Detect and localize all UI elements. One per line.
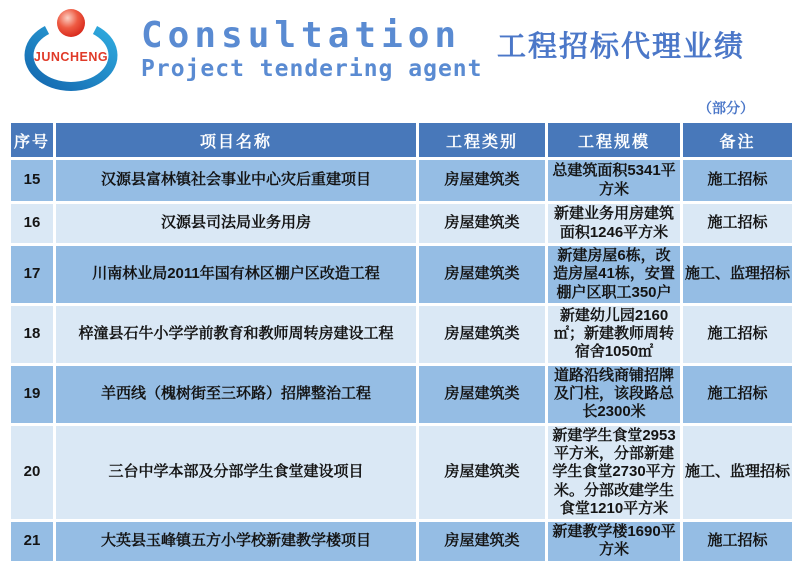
cell-project-name: 三台中学本部及分部学生食堂建设项目: [56, 426, 416, 519]
page-title: Consultation: [141, 15, 462, 56]
cell-project-name: 汉源县富林镇社会事业中心灾后重建项目: [56, 160, 416, 201]
partial-note: （部分）: [698, 100, 754, 116]
cell-remark: 施工、监理招标: [683, 246, 792, 303]
cell-project-name: 大英县玉峰镇五方小学校新建教学楼项目: [56, 522, 416, 561]
cell-serial-number: 19: [11, 366, 53, 423]
header-project-category: 工程类别: [419, 123, 545, 157]
cell-serial-number: 18: [11, 306, 53, 363]
page-header: [0, 0, 800, 96]
cell-remark: 施工招标: [683, 204, 792, 243]
table-row: [11, 204, 792, 243]
table-row: [11, 306, 792, 363]
cell-serial-number: 16: [11, 204, 53, 243]
cell-project-category: 房屋建筑类: [419, 246, 545, 303]
cell-serial-number: 20: [11, 426, 53, 519]
cell-project-name: 梓潼县石牛小学学前教育和教师周转房建设工程: [56, 306, 416, 363]
cell-remark: 施工招标: [683, 306, 792, 363]
table-row: [11, 366, 792, 423]
cell-project-scale: 新建学生食堂2953平方米，分部新建学生食堂2730平方米。分部改建学生食堂1210平方米: [548, 426, 680, 519]
title-block: [141, 8, 483, 82]
table-header-row: [11, 123, 792, 157]
cell-project-scale: 道路沿线商铺招牌及门柱，该段路总长2300米: [548, 366, 680, 423]
cell-serial-number: 17: [11, 246, 53, 303]
logo-text: JUNCHENG: [33, 50, 109, 64]
juncheng-logo: [15, 8, 127, 100]
cell-project-category: 房屋建筑类: [419, 522, 545, 561]
table-row: [11, 522, 792, 561]
cell-project-category: 房屋建筑类: [419, 426, 545, 519]
cell-project-scale: 新建幼儿园2160㎡；新建教师周转宿舍1050㎡: [548, 306, 680, 363]
projects-table: [8, 120, 795, 564]
cell-project-name: 川南林业局2011年国有林区棚户区改造工程: [56, 246, 416, 303]
cell-project-category: 房屋建筑类: [419, 366, 545, 423]
cell-serial-number: 21: [11, 522, 53, 561]
page-subtitle: Project tendering agent: [141, 56, 483, 82]
logo-ball-icon: [57, 9, 85, 37]
table-body: [11, 160, 792, 561]
cell-remark: 施工招标: [683, 522, 792, 561]
table-row: [11, 426, 792, 519]
header-remark: 备注: [683, 123, 792, 157]
table-row: [11, 160, 792, 201]
cell-project-category: 房屋建筑类: [419, 204, 545, 243]
cell-remark: 施工招标: [683, 160, 792, 201]
juncheng-logo-graphic: [15, 8, 127, 100]
header-project-name: 项目名称: [56, 123, 416, 157]
cell-project-name: 羊西线（槐树街至三环路）招牌整治工程: [56, 366, 416, 423]
cell-project-name: 汉源县司法局业务用房: [56, 204, 416, 243]
header-project-scale: 工程规模: [548, 123, 680, 157]
cell-project-category: 房屋建筑类: [419, 160, 545, 201]
cell-project-scale: 新建教学楼1690平方米: [548, 522, 680, 561]
cell-project-scale: 新建房屋6栋，改造房屋41栋，安置棚户区职工350户: [548, 246, 680, 303]
table-row: [11, 246, 792, 303]
cell-remark: 施工、监理招标: [683, 426, 792, 519]
chinese-title: 工程招标代理业绩: [496, 31, 745, 63]
cell-project-scale: 新建业务用房建筑面积1246平方米: [548, 204, 680, 243]
cell-serial-number: 15: [11, 160, 53, 201]
header-serial-number: 序号: [11, 123, 53, 157]
cell-remark: 施工招标: [683, 366, 792, 423]
cell-project-scale: 总建筑面积5341平方米: [548, 160, 680, 201]
cell-project-category: 房屋建筑类: [419, 306, 545, 363]
